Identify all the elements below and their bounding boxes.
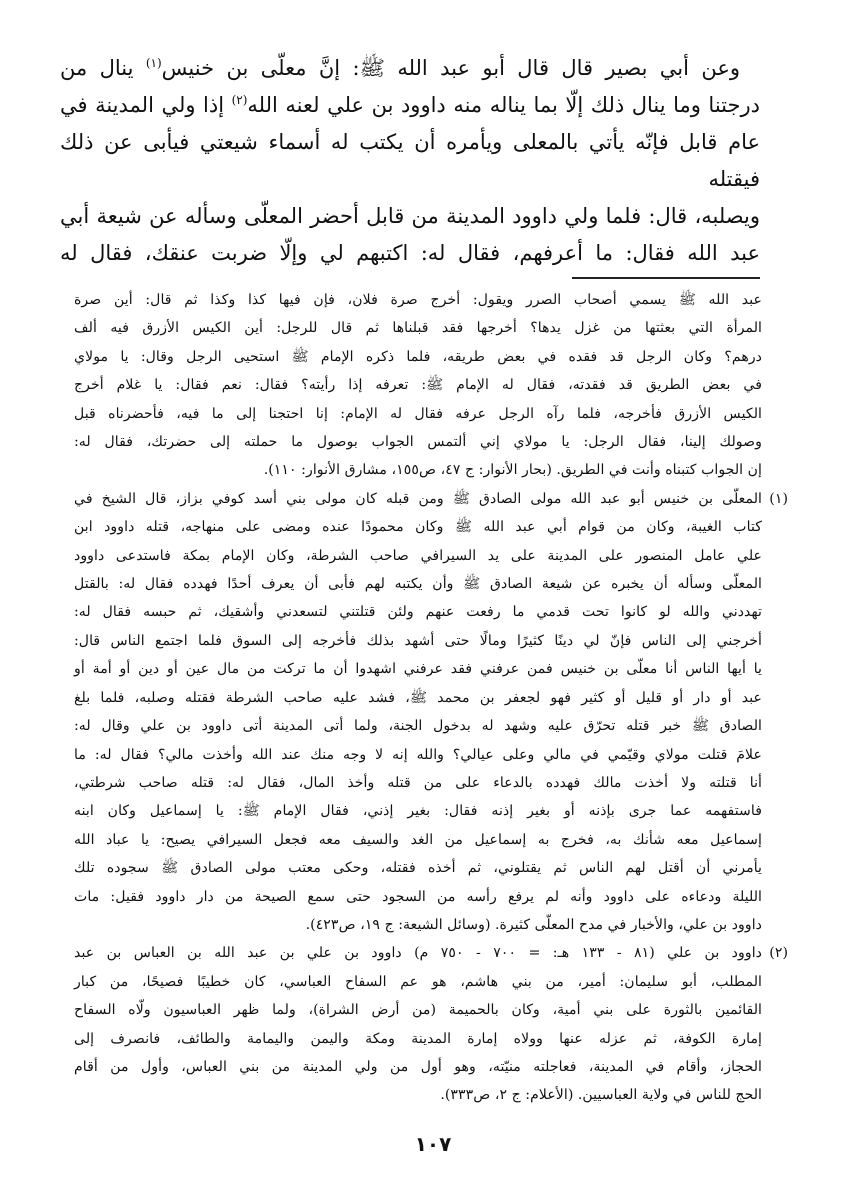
footnote-ref-2[interactable]: (٢) [231, 93, 248, 107]
footnote-line: تهددني والله لو كانوا تحت قدمي ما رفعت عنهم ولئن قتلتني لتسعدني وأشقيك، ثم حبسه فقال له: [74, 604, 762, 621]
main-text-line: عبد الله فقال: ما أعرفهم، فقال له: اكتبهم لي وإلّا ضربت عنقك، فقال له [60, 241, 760, 265]
footnote-line: المعلّى وسأله أن يخبره عن شيعة الصادق ﷺ وأن يكتبه لهم فأبى أن يعرف أحدًا فهدده فقال له: بالقتل [74, 576, 762, 593]
footnote-line: إسماعيل معه شأنك به، فخرج به إسماعيل من الغد والسيف معه فجعل السيرافي يصيح: يا عباد الله [74, 831, 762, 848]
footnote-line: عبد الله ﷺ يسمي أصحاب الصرر ويقول: أخرج صرة فلان، فإن فيها كذا وكذا ثم قال: أين صرة [74, 292, 762, 308]
footnote-number: (١) [769, 490, 788, 507]
footnote-line: الليلة ودعاءه على داوود وأنه لم يرفع رأسه من السجود حتى سمع الصيحة من دار داوود فقيل: مات [74, 888, 762, 905]
main-text-line: درجتنا وما ينال ذلك إلّا بما يناله منه داوود بن علي لعنه الله$^{(٢)}$ إذا ولي المدينة في [60, 93, 760, 117]
footnote-line: الصادق ﷺ خبر قتله تحرّق عليه وشهد له بدخول الجنة، ولما أتى المدينة أتى داوود بن علي وقال له: [74, 718, 762, 735]
footnote-line: علامَ قتلت مولاي وقيّمي في مالي وعلى عيالي؟ والله إنه لا وجه منك عند الله وأخذت مالي؟ فقال له: ما [74, 746, 762, 763]
footnote-line: كتاب الغيبة، وكان من قوام أبي عبد الله ﷺ وكان محمودًا عنده ومضى على منهاجه، قتله داوود ابن [74, 519, 762, 536]
footnote-number: (٢) [769, 945, 788, 962]
footnote-2 [74, 939, 788, 1109]
footnote-separator [572, 277, 760, 279]
main-text-block [60, 50, 760, 272]
footnote-line: إن الجواب كتبناه وأنت في الطريق. (بحار الأنوار: ج ٤٧، ص١٥٥، مشارق الأنوار: ١١٠). [263, 462, 762, 479]
footnote-line: داوود بن علي، والأخبار في مدح المعلّى كثيرة. (وسائل الشيعة: ج ١٩، ص٤٢٣). [305, 916, 762, 933]
footnote-line: أخرجني إلى الناس فإنّ لي دينًا كثيرًا ومالًا حتى أشهد بذلك فأخرجه إلى السوق فلما اجتمع الناس قال: [74, 632, 762, 649]
footnote-line: الكيس الأزرق فأخرجه، فلما رآه الرجل عرفه فقال له الإمام: إنا احتجنا إلى ما فيه، فأحضرناه قبل [74, 405, 762, 422]
footnote-line: وصولك إلينا، فقال الرجل: يا مولاي إني ألتمس الجواب بوصول ما حملته إلى حضرتك، فقال له: [74, 434, 762, 451]
footnote-continuation [74, 286, 762, 485]
footnote-line: المعلّى بن خنيس أبو عبد الله مولى الصادق ﷺ ومن قبله كان مولى بني أسد كوفي بزاز، قال الشيخ في [74, 490, 762, 507]
footnote-line: الحج للناس في ولاية العباسيين. (الأعلام: ج ٢، ص٣٣٣). [440, 1087, 762, 1104]
footnote-line: في بعض الطريق قد فقدته، فقال له الإمام ﷺ: تعرفه إذا رأيته؟ فقال: نعم فقال: يا غلام أخرج [74, 377, 762, 394]
footnote-line: داوود بن علي (٨١ - ١٣٣ هـ: = ٧٠٠ - ٧٥٠ م) داوود بن علي بن عبد الله بن العباس بن عبد [74, 945, 762, 962]
main-text-line: ويصلبه، قال: فلما ولي داوود المدينة من قابل أحضر المعلّى وسأله عن شيعة أبي [60, 204, 760, 228]
footnote-line: المرأة التي بعثتها من غزل يدها؟ أخرجها فقد قبلناها ثم قال للرجل: أين الكيس الأزرق فيه ألف [74, 320, 762, 337]
footnote-line: أنا قتلته ولا أخذت مالك فهدده بالدعاء على من قتله وأخذ المال، فقال له: قتله صاحب شرطتي، [74, 774, 762, 791]
footnote-line: إمارة الكوفة، ثم عزله عنها وولاه إمارة المدينة ومكة واليمن واليمامة والطائف، فانصرف إلى [74, 1030, 762, 1047]
footnote-ref-1[interactable]: (١) [145, 56, 162, 70]
footnote-line: فاستفهمه عما جرى بإذنه أو بغير إذنه فقال: بغير إذني، فقال الإمام ﷺ: يا إسماعيل وكان ابنه [74, 803, 762, 820]
main-text-line: عام قابل فإنّه يأتي بالمعلى ويأمره أن يكتب له أسماء شيعتي فيأبى عن ذلك فيقتله [60, 130, 760, 191]
footnote-line: درهم؟ وكان الرجل قد فقده في بعض طريقه، فلما ذكره الإمام ﷺ استحيى الرجل وقال: يا مولاي [74, 348, 762, 365]
footnote-line: يأمرني أن أقتل لهم الناس ثم يقتلوني، ثم أخذه فقتله، وحكى معتب مولى الصادق ﷺ سجوده تلك [74, 860, 762, 877]
footnote-line: عبد أو دار أو قليل أو كثير فهو لجعفر بن محمد ﷺ، فشد عليه صاحب الشرطة فقتله وصلبه، فلما بلغ [74, 689, 762, 706]
footnote-line: يا أيها الناس أنا معلّى بن خنيس فمن عرفني فقد عرفني اشهدوا أن ما تركت من مال عين أو دين أو أمة أو [74, 661, 762, 678]
page-number: ١٠٧ [414, 1132, 452, 1156]
footnote-line: علي عامل المنصور على المدينة على يد السيرافي صاحب الشرطة، وكان الإمام بمكة فاستدعى داوود [74, 547, 762, 564]
main-text-line: وعن أبي بصير قال قال أبو عبد الله ﷺ: إنَّ معلّى بن خنيس$^{(١)}$ ينال من [60, 56, 740, 80]
footnote-line: الحجاز، وأقام في المدينة، فعاجلته منيّته، وهو أول من ولي المدينة من بني العباس، وأول من أقام [74, 1058, 762, 1075]
footnote-line: المطلب، أبو سليمان: أمير، من بني هاشم، هو عم السفاح العباسي، كان خطيبًا فصيحًا، من كبار [74, 973, 762, 990]
footnotes-block [74, 286, 788, 1110]
footnote-1 [74, 485, 788, 940]
footnote-line: القائمين بالثورة على بني أمية، وكان بالحميمة (من أرض الشراة)، ولما ظهر العباسيون ولّاه السفاح [74, 1002, 762, 1019]
